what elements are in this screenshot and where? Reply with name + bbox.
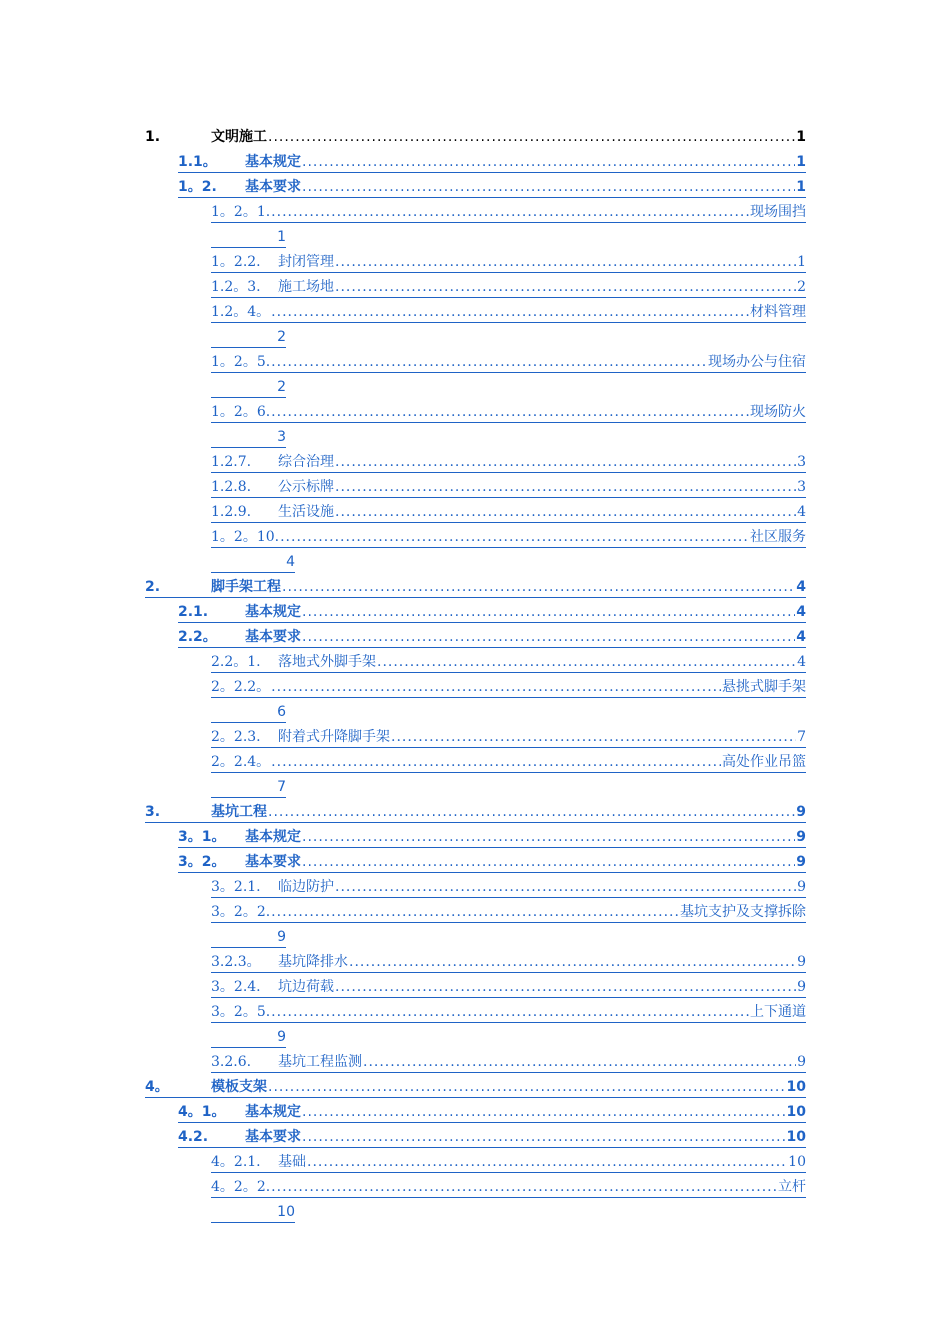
toc-entry-title: 高处作业吊篮 bbox=[722, 754, 806, 770]
toc-entry-title: 基础 bbox=[278, 1154, 306, 1170]
toc-entry-continuation[interactable] bbox=[145, 325, 806, 350]
toc-leader-dots bbox=[302, 850, 795, 875]
toc-leader-dots bbox=[271, 900, 679, 925]
toc-leader-dots bbox=[302, 1100, 786, 1125]
toc-page-number: 9 bbox=[796, 854, 806, 870]
toc-leader-dots bbox=[271, 300, 749, 325]
toc-entry-continuation[interactable] bbox=[145, 550, 806, 575]
toc-entry-number: 1. bbox=[145, 129, 161, 145]
toc-entry-line[interactable] bbox=[211, 750, 806, 773]
toc-entry-title: 脚手架工程 bbox=[211, 579, 281, 595]
toc-entry-continuation[interactable] bbox=[145, 700, 806, 725]
toc-leader-dots bbox=[349, 950, 796, 975]
toc-entry-line[interactable] bbox=[211, 875, 806, 898]
toc-entry-title: 基坑降排水 bbox=[278, 954, 348, 970]
toc-page-number: 3 bbox=[797, 454, 806, 470]
toc-entry-title: 基本要求 bbox=[245, 1129, 301, 1145]
toc-entry[interactable] bbox=[145, 350, 806, 375]
toc-entry-line[interactable] bbox=[211, 525, 806, 548]
toc-entry-line[interactable] bbox=[211, 250, 806, 273]
toc-entry-title: 附着式升降脚手架 bbox=[278, 729, 390, 745]
toc-entry-title: 生活设施 bbox=[278, 504, 334, 520]
toc-entry[interactable] bbox=[145, 1100, 806, 1125]
toc-page-number-wrapped bbox=[211, 325, 286, 348]
toc-entry-continuation[interactable] bbox=[145, 375, 806, 400]
toc-entry-number: 3.2.3。 bbox=[211, 954, 261, 970]
toc-entry[interactable] bbox=[145, 175, 806, 200]
toc-entry-continuation[interactable] bbox=[145, 425, 806, 450]
toc-leader-dots bbox=[302, 600, 795, 625]
toc-page-number-wrapped bbox=[211, 550, 295, 573]
toc-page-number-wrapped bbox=[211, 425, 286, 448]
toc-entry-number: 4.2. bbox=[178, 1129, 209, 1145]
toc-leader-dots bbox=[271, 675, 721, 700]
toc-entry-number: 1。2。6. bbox=[211, 404, 271, 420]
toc-page-number: 4 bbox=[286, 554, 295, 570]
toc-leader-dots bbox=[271, 750, 721, 775]
toc-page-number: 4 bbox=[797, 504, 806, 520]
toc-entry[interactable] bbox=[145, 450, 806, 475]
toc-page-number: 10 bbox=[786, 1104, 806, 1120]
toc-entry-continuation[interactable] bbox=[145, 225, 806, 250]
toc-page-number: 4 bbox=[796, 579, 806, 595]
toc-leader-dots bbox=[335, 500, 796, 525]
toc-page-number-wrapped bbox=[211, 700, 286, 723]
toc-entry-line[interactable] bbox=[211, 725, 806, 748]
toc-entry-line[interactable] bbox=[178, 625, 806, 648]
toc-entry[interactable] bbox=[145, 800, 806, 825]
toc-entry-line[interactable] bbox=[211, 900, 806, 923]
toc-entry[interactable] bbox=[145, 875, 806, 900]
toc-page-number-wrapped bbox=[211, 1200, 295, 1223]
toc-page-number: 2 bbox=[277, 379, 286, 395]
toc-entry-title: 基本要求 bbox=[245, 854, 301, 870]
toc-page-number: 9 bbox=[797, 954, 806, 970]
toc-leader-dots bbox=[271, 1175, 777, 1200]
toc-entry-number: 4。1。 bbox=[178, 1104, 226, 1120]
toc-entry-title: 模板支架 bbox=[211, 1079, 267, 1095]
toc-entry[interactable] bbox=[145, 900, 806, 925]
toc-leader-dots bbox=[268, 125, 795, 150]
toc-entry-number: 2.1. bbox=[178, 604, 209, 620]
toc-entry-line[interactable] bbox=[178, 175, 806, 198]
toc-entry[interactable] bbox=[145, 825, 806, 850]
toc-entry[interactable] bbox=[145, 850, 806, 875]
toc-leader-dots bbox=[282, 575, 795, 600]
toc-entry-continuation[interactable] bbox=[145, 925, 806, 950]
toc-entry-line[interactable] bbox=[211, 950, 806, 973]
table-of-contents bbox=[145, 125, 806, 1225]
toc-entry-line[interactable] bbox=[178, 825, 806, 848]
toc-leader-dots bbox=[302, 1125, 786, 1150]
toc-entry-number: 3。2。 bbox=[178, 854, 226, 870]
toc-entry-number: 1。2。1. bbox=[211, 204, 271, 220]
toc-page-number: 10 bbox=[788, 1154, 806, 1170]
toc-page-number: 4 bbox=[796, 604, 806, 620]
toc-page-number-wrapped bbox=[211, 1025, 286, 1048]
toc-entry-title: 社区服务 bbox=[750, 529, 806, 545]
toc-page-number: 9 bbox=[277, 1029, 286, 1045]
toc-entry-line[interactable] bbox=[178, 1100, 806, 1123]
toc-entry-number: 4。2.1. bbox=[211, 1154, 261, 1170]
toc-entry-title: 基本要求 bbox=[245, 179, 301, 195]
toc-page-number: 3 bbox=[797, 479, 806, 495]
toc-entry-line[interactable] bbox=[211, 200, 806, 223]
toc-entry[interactable] bbox=[145, 525, 806, 550]
toc-entry-number: 3。2.1. bbox=[211, 879, 261, 895]
toc-entry-line[interactable] bbox=[211, 1150, 806, 1173]
toc-page-number: 10 bbox=[786, 1129, 806, 1145]
toc-entry-title: 落地式外脚手架 bbox=[278, 654, 376, 670]
toc-entry-number: 1.1。 bbox=[178, 154, 217, 170]
toc-entry-title: 封闭管理 bbox=[278, 254, 334, 270]
toc-page-number-wrapped bbox=[211, 375, 286, 398]
toc-entry-line[interactable] bbox=[211, 275, 806, 298]
toc-page-number: 1 bbox=[277, 229, 286, 245]
toc-entry bbox=[145, 125, 806, 150]
toc-entry-number: 1。2. bbox=[178, 179, 217, 195]
toc-entry[interactable] bbox=[145, 275, 806, 300]
toc-entry-title: 现场围挡 bbox=[750, 204, 806, 220]
toc-entry-line bbox=[145, 125, 806, 150]
toc-entry-line[interactable] bbox=[211, 1175, 806, 1198]
toc-entry-line[interactable] bbox=[145, 800, 806, 823]
toc-page-number-wrapped bbox=[211, 925, 286, 948]
toc-entry-title: 立杆 bbox=[778, 1179, 806, 1195]
toc-entry[interactable] bbox=[145, 650, 806, 675]
toc-page-number: 2 bbox=[277, 329, 286, 345]
toc-leader-dots bbox=[302, 150, 795, 175]
toc-entry[interactable] bbox=[145, 200, 806, 225]
toc-page-number: 9 bbox=[797, 879, 806, 895]
toc-entry-continuation[interactable] bbox=[145, 1200, 806, 1225]
toc-entry[interactable] bbox=[145, 575, 806, 600]
toc-leader-dots bbox=[268, 1075, 786, 1100]
toc-entry-title: 文明施工 bbox=[211, 129, 267, 145]
toc-entry-number: 1。2.2. bbox=[211, 254, 261, 270]
toc-entry-number: 2.2。 bbox=[178, 629, 217, 645]
toc-page-number: 10 bbox=[786, 1079, 806, 1095]
toc-entry-number: 1.2.7. bbox=[211, 454, 252, 470]
toc-entry[interactable] bbox=[145, 475, 806, 500]
toc-leader-dots bbox=[335, 975, 796, 1000]
toc-page-number: 9 bbox=[796, 829, 806, 845]
toc-entry-number: 1。2。5. bbox=[211, 354, 271, 370]
toc-page-number: 9 bbox=[796, 804, 806, 820]
toc-entry-continuation[interactable] bbox=[145, 775, 806, 800]
toc-page-number: 4 bbox=[797, 654, 806, 670]
toc-entry-title: 基坑工程 bbox=[211, 804, 267, 820]
toc-entry-number: 2. bbox=[145, 579, 161, 595]
toc-entry[interactable] bbox=[145, 1000, 806, 1025]
toc-leader-dots bbox=[280, 525, 749, 550]
toc-entry-number: 2。2.4。 bbox=[211, 754, 271, 770]
toc-page-number: 7 bbox=[797, 729, 806, 745]
toc-leader-dots bbox=[307, 1150, 787, 1175]
toc-page-number: 7 bbox=[277, 779, 286, 795]
toc-entry[interactable] bbox=[145, 1175, 806, 1200]
toc-entry[interactable] bbox=[145, 250, 806, 275]
toc-leader-dots bbox=[363, 1050, 796, 1075]
toc-leader-dots bbox=[302, 825, 795, 850]
toc-page-number: 1 bbox=[796, 179, 806, 195]
toc-entry-line[interactable] bbox=[211, 975, 806, 998]
toc-page-number: 3 bbox=[277, 429, 286, 445]
toc-page-number: 9 bbox=[797, 1054, 806, 1070]
toc-entry-title: 基本规定 bbox=[245, 1104, 301, 1120]
toc-entry[interactable] bbox=[145, 750, 806, 775]
toc-leader-dots bbox=[302, 625, 795, 650]
toc-page-number: 9 bbox=[797, 979, 806, 995]
toc-entry-line[interactable] bbox=[211, 450, 806, 473]
toc-leader-dots bbox=[335, 250, 796, 275]
toc-entry-title: 综合治理 bbox=[278, 454, 334, 470]
toc-entry-number: 3。2.4. bbox=[211, 979, 261, 995]
toc-page-number-wrapped bbox=[211, 775, 286, 798]
toc-entry-line[interactable] bbox=[211, 675, 806, 698]
toc-entry-line[interactable] bbox=[211, 650, 806, 673]
toc-entry[interactable] bbox=[145, 1125, 806, 1150]
toc-page-number: 4 bbox=[796, 629, 806, 645]
toc-entry[interactable] bbox=[145, 1050, 806, 1075]
toc-entry-title: 基本规定 bbox=[245, 604, 301, 620]
toc-leader-dots bbox=[335, 475, 796, 500]
toc-entry[interactable] bbox=[145, 150, 806, 175]
toc-entry-number: 3. bbox=[145, 804, 161, 820]
toc-page-number: 6 bbox=[277, 704, 286, 720]
toc-entry-number: 1.2。4。 bbox=[211, 304, 271, 320]
toc-entry-title: 临边防护 bbox=[278, 879, 334, 895]
toc-entry-line[interactable] bbox=[211, 475, 806, 498]
toc-entry-title: 现场办公与住宿 bbox=[708, 354, 806, 370]
toc-entry-number: 4。2。2. bbox=[211, 1179, 271, 1195]
toc-leader-dots bbox=[377, 650, 796, 675]
toc-entry-line[interactable] bbox=[178, 850, 806, 873]
toc-entry-title: 基本要求 bbox=[245, 629, 301, 645]
toc-leader-dots bbox=[271, 200, 749, 225]
toc-entry-number: 2。2.3. bbox=[211, 729, 261, 745]
toc-entry[interactable] bbox=[145, 500, 806, 525]
toc-entry-line[interactable] bbox=[178, 150, 806, 173]
toc-entry-line[interactable] bbox=[211, 300, 806, 323]
toc-page-number: 10 bbox=[277, 1204, 295, 1220]
toc-leader-dots bbox=[271, 1000, 749, 1025]
toc-entry-title: 材料管理 bbox=[750, 304, 806, 320]
toc-leader-dots bbox=[271, 350, 707, 375]
toc-leader-dots bbox=[268, 800, 795, 825]
toc-page-number: 1 bbox=[796, 154, 806, 170]
toc-entry-line[interactable] bbox=[211, 1050, 806, 1073]
toc-entry-title: 基本规定 bbox=[245, 154, 301, 170]
toc-entry[interactable] bbox=[145, 725, 806, 750]
toc-page-number-wrapped bbox=[211, 225, 286, 248]
toc-entry-title: 公示标牌 bbox=[278, 479, 334, 495]
toc-entry-title: 施工场地 bbox=[278, 279, 334, 295]
toc-entry[interactable] bbox=[145, 300, 806, 325]
toc-entry[interactable] bbox=[145, 675, 806, 700]
toc-entry-line[interactable] bbox=[145, 1075, 806, 1098]
toc-entry-title: 基坑支护及支撑拆除 bbox=[680, 904, 806, 920]
toc-entry-line[interactable] bbox=[211, 350, 806, 373]
toc-entry-number: 3。2。2. bbox=[211, 904, 271, 920]
toc-entry-number: 3.2.6. bbox=[211, 1054, 252, 1070]
toc-page-number: 9 bbox=[277, 929, 286, 945]
toc-leader-dots bbox=[302, 175, 795, 200]
toc-entry[interactable] bbox=[145, 600, 806, 625]
toc-entry-number: 3。2。5. bbox=[211, 1004, 271, 1020]
toc-leader-dots bbox=[271, 400, 749, 425]
toc-entry-line[interactable] bbox=[211, 400, 806, 423]
toc-entry-line[interactable] bbox=[178, 600, 806, 623]
toc-leader-dots bbox=[335, 875, 796, 900]
toc-entry-number: 2.2。1. bbox=[211, 654, 261, 670]
toc-entry-number: 3。1。 bbox=[178, 829, 226, 845]
toc-entry-title: 悬挑式脚手架 bbox=[722, 679, 806, 695]
toc-entry-number: 1.2.9. bbox=[211, 504, 252, 520]
toc-entry-number: 1.2.8. bbox=[211, 479, 252, 495]
toc-leader-dots bbox=[335, 450, 796, 475]
toc-page-number: 1 bbox=[796, 129, 806, 145]
toc-entry[interactable] bbox=[145, 975, 806, 1000]
toc-entry[interactable] bbox=[145, 625, 806, 650]
toc-entry-title: 基坑工程监测 bbox=[278, 1054, 362, 1070]
toc-entry-number: 2。2.2。 bbox=[211, 679, 271, 695]
toc-entry-line[interactable] bbox=[211, 500, 806, 523]
toc-leader-dots bbox=[391, 725, 796, 750]
toc-entry[interactable] bbox=[145, 1150, 806, 1175]
toc-entry[interactable] bbox=[145, 950, 806, 975]
toc-entry-title: 坑边荷载 bbox=[278, 979, 334, 995]
toc-entry[interactable] bbox=[145, 400, 806, 425]
toc-page-number: 2 bbox=[797, 279, 806, 295]
toc-entry-line[interactable] bbox=[178, 1125, 806, 1148]
toc-entry-number: 1.2。3. bbox=[211, 279, 261, 295]
toc-entry-number: 4。 bbox=[145, 1079, 169, 1095]
toc-entry-line[interactable] bbox=[211, 1000, 806, 1023]
toc-entry-title: 上下通道 bbox=[750, 1004, 806, 1020]
toc-leader-dots bbox=[335, 275, 796, 300]
toc-page-number: 1 bbox=[797, 254, 806, 270]
toc-entry[interactable] bbox=[145, 1075, 806, 1100]
toc-entry-title: 现场防火 bbox=[750, 404, 806, 420]
toc-entry-title: 基本规定 bbox=[245, 829, 301, 845]
toc-entry-continuation[interactable] bbox=[145, 1025, 806, 1050]
toc-entry-number: 1。2。10. bbox=[211, 529, 280, 545]
toc-entry-line[interactable] bbox=[145, 575, 806, 598]
